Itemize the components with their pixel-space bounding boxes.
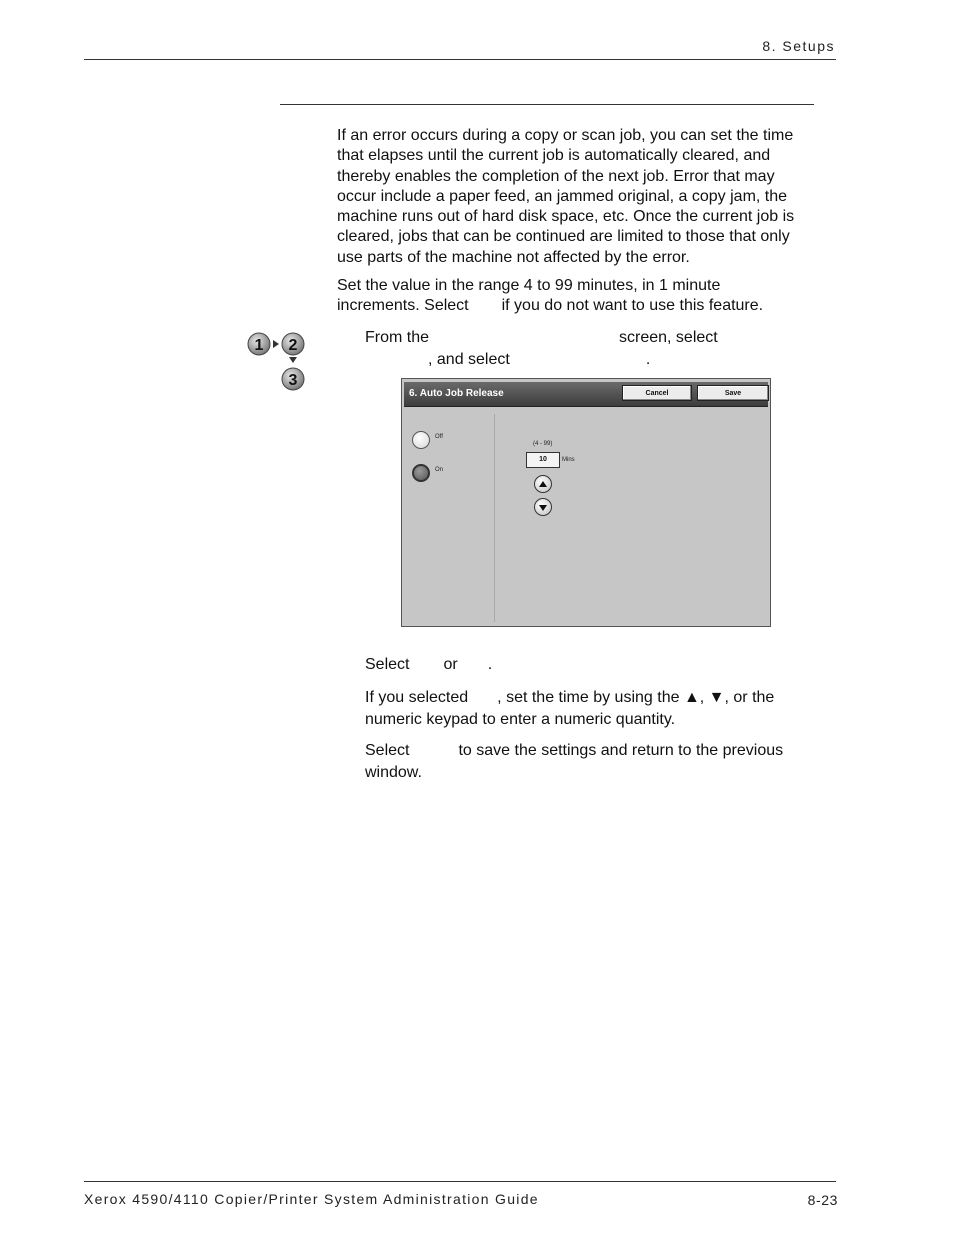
- step-2-period: .: [487, 656, 493, 673]
- intro-line: occur include a paper feed, an jammed original, a copy jam, the: [337, 187, 788, 205]
- step-2-text: [365, 655, 835, 675]
- unit-label: Mins: [562, 457, 575, 463]
- svg-text:1: 1: [254, 337, 264, 354]
- step-2-or: or: [443, 656, 458, 673]
- step-1-text-d: .: [645, 351, 651, 368]
- step-3-text: [365, 687, 835, 731]
- page-number: 8-23: [807, 1192, 838, 1208]
- intro-line: machine runs out of hard disk space, etc. Once the current job is: [337, 208, 795, 226]
- step-sequence-icon: [246, 330, 306, 394]
- footer-rule: [84, 1181, 836, 1182]
- footer-title: Xerox 4590/4110 Copier/Printer System Administration Guide: [84, 1191, 539, 1207]
- svg-text:2: 2: [288, 337, 298, 354]
- running-header: 8. Setups: [762, 38, 835, 54]
- step-1-line-1: [365, 327, 835, 349]
- step-3-text-a: If you selected: [365, 689, 469, 706]
- intro-line: If an error occurs during a copy or scan job, you can set the time: [337, 127, 794, 144]
- step-4-text-a: Select: [365, 742, 410, 759]
- arrow-up-icon: [539, 481, 547, 487]
- intro-line: that elapses until the current job is automatically cleared, and: [337, 147, 771, 165]
- increment-button[interactable]: [534, 475, 552, 493]
- intro-paragraph: [337, 126, 837, 268]
- step-4-text-b: to save the settings and return to the previous: [458, 742, 784, 759]
- step-1-text-a: From the: [365, 329, 430, 346]
- save-button[interactable]: Save: [697, 385, 769, 401]
- step-1-text-c: , and select: [428, 351, 510, 368]
- step-3-text-b: , set the time by using the ▲, ▼, or the: [497, 689, 775, 706]
- off-radio[interactable]: [412, 431, 430, 449]
- on-label: On: [435, 467, 444, 473]
- step-4-text: [365, 740, 835, 784]
- arrow-down-icon: [539, 505, 547, 511]
- step-1-line-2: [365, 349, 835, 371]
- minutes-input[interactable]: 10: [526, 452, 560, 468]
- intro-line: cleared, jobs that can be continued are limited to those that only: [337, 228, 790, 246]
- step-3-line-1: [365, 687, 835, 709]
- auto-job-release-screen: [401, 378, 771, 627]
- screen-title: 6. Auto Job Release: [409, 388, 504, 399]
- range-paragraph: [337, 276, 837, 317]
- cancel-button[interactable]: Cancel: [622, 385, 692, 401]
- svg-text:3: 3: [288, 372, 298, 389]
- range-line-2: [337, 296, 837, 316]
- range-label: (4 - 99): [533, 441, 553, 447]
- section-rule: [280, 104, 814, 105]
- step-3-line-2: numeric keypad to enter a numeric quantity.: [365, 711, 676, 728]
- step-4-line-1: [365, 740, 835, 762]
- step-1-text: [365, 327, 835, 371]
- step-4-line-2: window.: [365, 764, 422, 781]
- header-rule: [84, 59, 836, 60]
- decrement-button[interactable]: [534, 498, 552, 516]
- on-radio[interactable]: [412, 464, 430, 482]
- off-label: Off: [435, 434, 443, 440]
- screen-titlebar: [404, 382, 768, 407]
- step-1-text-b: screen, select: [619, 329, 718, 346]
- intro-line: thereby enables the completion of the next job. Error that may: [337, 167, 775, 185]
- range-line: Set the value in the range 4 to 99 minutes, in 1 minute: [337, 277, 721, 294]
- range-text-a: increments. Select: [337, 297, 469, 315]
- panel-divider: [494, 414, 495, 622]
- intro-line: use parts of the machine not affected by the error.: [337, 248, 690, 266]
- range-text-b: if you do not want to use this feature.: [501, 297, 764, 315]
- step-2-select: Select: [365, 656, 410, 673]
